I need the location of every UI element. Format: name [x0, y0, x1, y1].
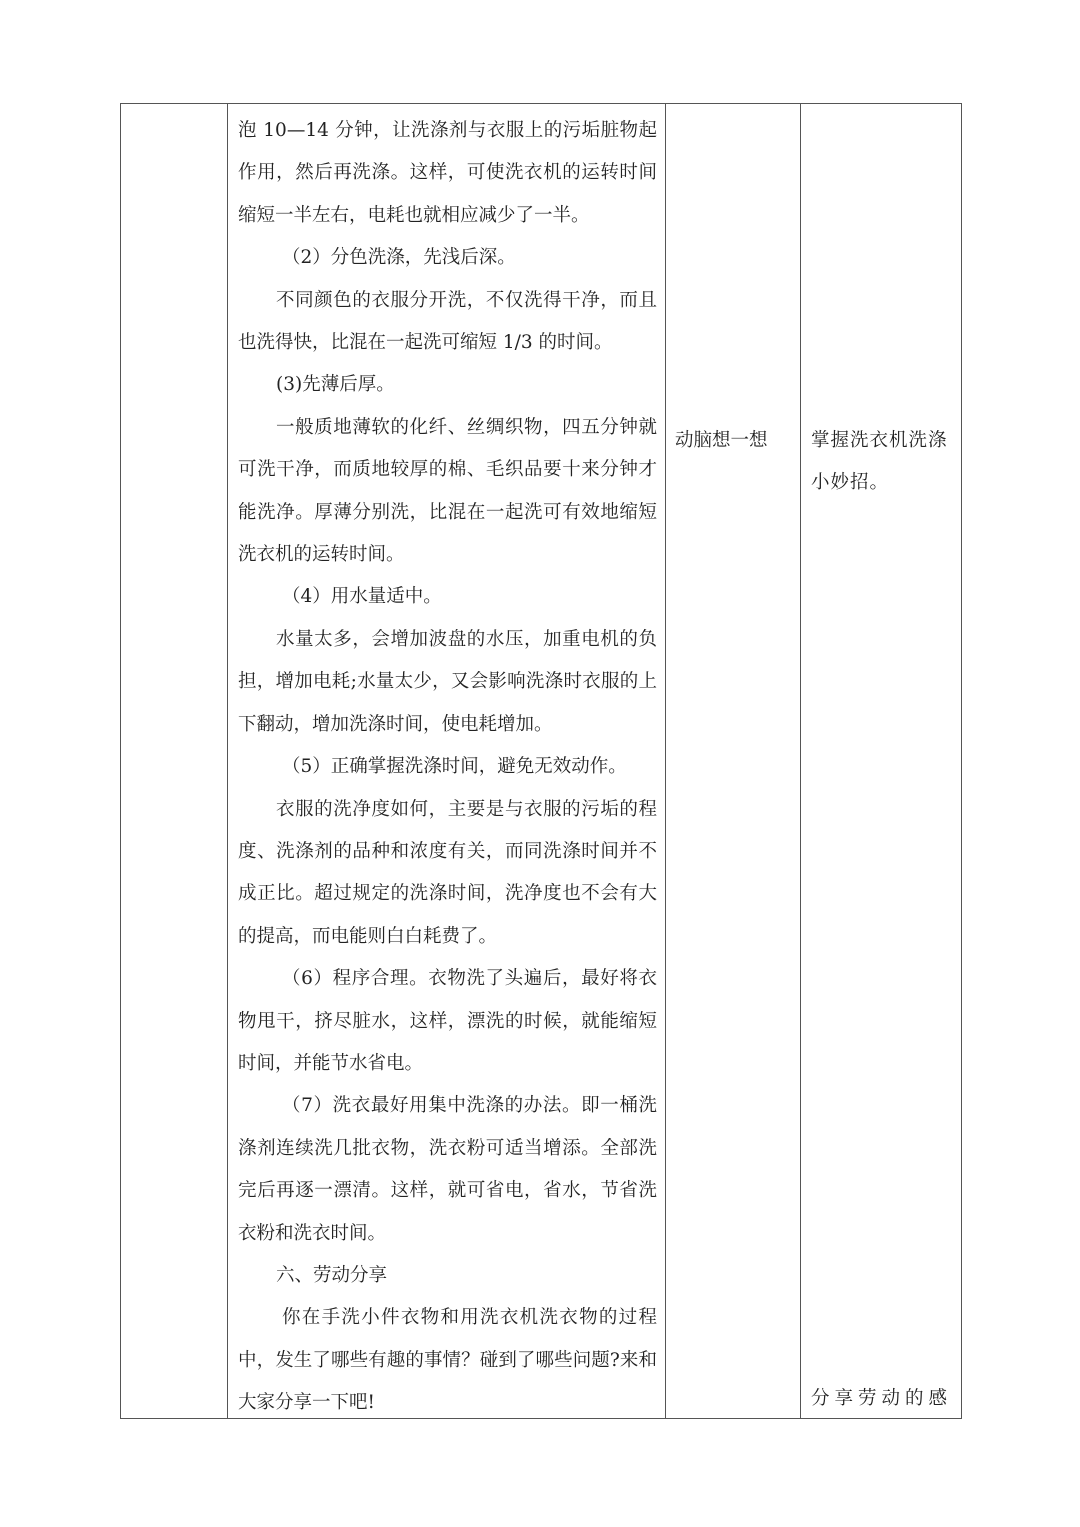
table-column-empty	[121, 104, 228, 1418]
paragraph-thin-thick: 一般质地薄软的化纤、丝绸织物，四五分钟就可洗干净，而质地较厚的棉、毛织品要十来分钟才能洗净。厚薄分别洗，比混在一起洗可有效地缩短洗衣机的运转时间。	[238, 416, 657, 566]
section-heading-labor-sharing: 六、劳动分享	[276, 1264, 388, 1286]
paragraph-centralized-washing: （7）洗衣最好用集中洗涤的办法。即一桶洗涤剂连续洗几批衣物，洗衣粉可适当增添。全部洗完后再逐一漂清。这样，就可省电，省水，节省洗衣粉和洗衣时间。	[238, 1095, 657, 1244]
content-text-block	[238, 110, 657, 1425]
paragraph-color-sorting: 不同颜色的衣服分开洗，不仅洗得干净，而且也洗得快，比混在一起洗可缩短 1/3 的时间。	[238, 289, 657, 354]
table-column-content	[228, 104, 666, 1418]
heading-color-sorting: （2）分色洗涤，先浅后深。	[282, 247, 516, 269]
heading-thin-thick: (3)先薄后厚。	[276, 374, 395, 396]
lesson-plan-table	[120, 103, 962, 1419]
activity-label: 动脑想一想	[675, 430, 768, 451]
paragraph-procedure: （6）程序合理。衣物洗了头遍后，最好将衣物甩干，挤尽脏水，这样，漂洗的时候，就能缩短时间，并能节水省电。	[238, 968, 657, 1074]
heading-wash-time: （5）正确掌握洗涤时间，避免无效动作。	[282, 756, 627, 778]
paragraph-intro: 泡 10—14 分钟，让洗涤剂与衣服上的污垢脏物起作用，然后再洗涤。这样，可使洗衣机的运转时间缩短一半左右，电耗也就相应减少了一半。	[238, 120, 657, 226]
heading-water-amount: （4）用水量适中。	[282, 586, 442, 608]
paragraph-wash-time: 衣服的洗净度如何，主要是与衣服的污垢的程度、洗涤剂的品种和浓度有关，而同洗涤时间并不成正比。超过规定的洗涤时间，洗净度也不会有大的提高，而电能则白白耗费了。	[238, 798, 657, 947]
paragraph-labor-sharing: 你在手洗小件衣物和用洗衣机洗衣物的过程中，发生了哪些有趣的事情？碰到了哪些问题?来和大家分享一下吧!	[238, 1307, 657, 1414]
intent-text-share: 分享劳动的感	[811, 1388, 953, 1409]
paragraph-water-amount: 水量太多，会增加波盘的水压，加重电机的负担，增加电耗;水量太少，又会影响洗涤时衣服的上下翻动，增加洗涤时间，使电耗增加。	[238, 628, 657, 735]
table-column-intent	[801, 104, 961, 1418]
intent-text: 掌握洗衣机洗涤小妙招。	[811, 430, 948, 494]
table-column-activity	[666, 104, 801, 1418]
